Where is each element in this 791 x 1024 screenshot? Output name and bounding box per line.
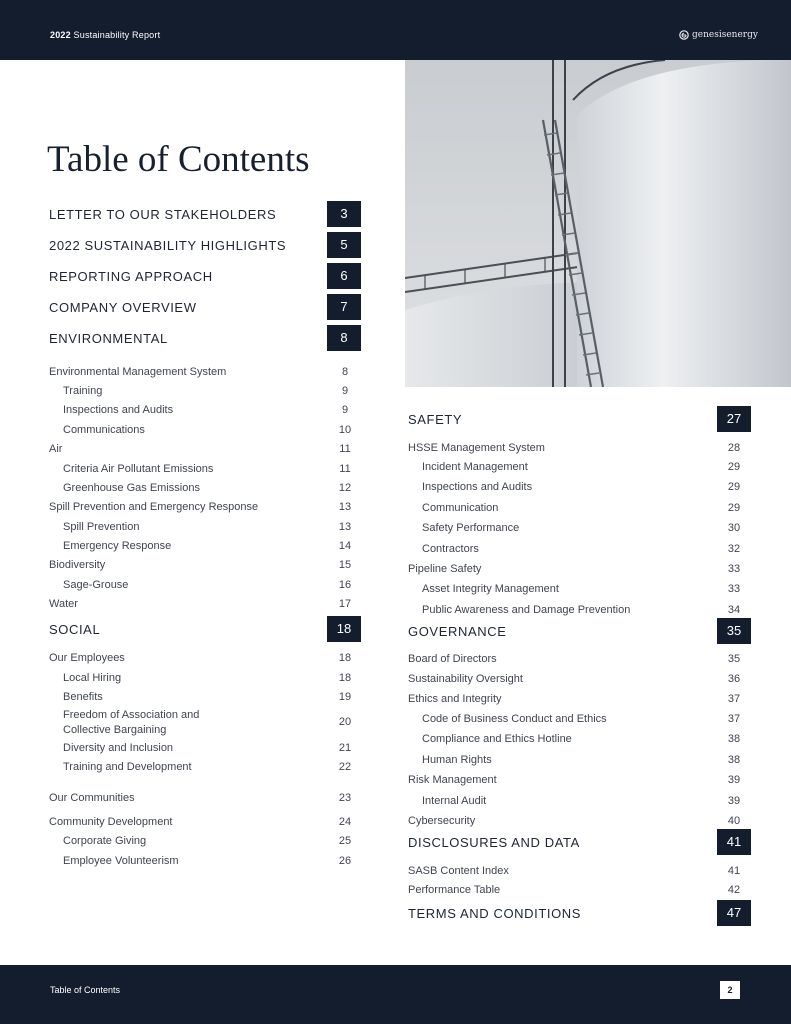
toc-entry-label[interactable] — [63, 742, 173, 754]
toc-section-safety[interactable] — [408, 406, 751, 432]
toc-entry-label[interactable] — [422, 795, 486, 807]
toc-entry-page-number: 36 — [727, 673, 741, 685]
toc-entry-page-number: 13 — [338, 501, 352, 513]
toc-entry-label[interactable] — [422, 604, 630, 616]
toc-entry-page-number: 41 — [727, 865, 741, 877]
toc-section-page-number: 6 — [327, 263, 361, 289]
toc-entry-label[interactable] — [63, 424, 145, 436]
toc-entry-page-number: 15 — [338, 559, 352, 571]
toc-entry-text: Community Development — [49, 816, 173, 828]
toc-entry-text: Incident Management — [422, 461, 528, 473]
toc-entry-label[interactable] — [408, 673, 523, 685]
toc-entry-page-number: 10 — [338, 424, 352, 436]
footer-page-number: 2 — [720, 981, 740, 999]
toc-entry-text: Safety Performance — [422, 522, 520, 534]
toc-entry-text: Communications — [63, 424, 145, 436]
toc-entry-text: Board of Directors — [408, 653, 497, 665]
toc-entry-page-number: 16 — [338, 579, 352, 591]
toc-entry-label[interactable] — [408, 563, 481, 575]
logo-mark-icon — [679, 30, 689, 40]
toc-entry-page-number: 21 — [338, 742, 352, 754]
toc-entry-page-number: 9 — [341, 404, 349, 416]
toc-section-governance[interactable] — [408, 618, 751, 644]
toc-entry-label[interactable] — [408, 774, 497, 786]
toc-entry-label[interactable] — [408, 653, 497, 665]
toc-section-page-number: 27 — [717, 406, 751, 432]
toc-entry-page-number: 23 — [338, 792, 352, 804]
toc-entry-text: Compliance and Ethics Hotline — [422, 733, 572, 745]
toc-section-page-number: 18 — [327, 616, 361, 642]
toc-entry-page-number: 35 — [727, 653, 741, 665]
toc-entry-text: Sage-Grouse — [63, 579, 129, 591]
toc-section-terms-and-conditions[interactable] — [408, 900, 751, 926]
toc-entry-text: Asset Integrity Management — [422, 583, 559, 595]
toc-entry-label[interactable] — [422, 754, 492, 766]
toc-section-page-number: 47 — [717, 900, 751, 926]
toc-entry-label[interactable] — [63, 579, 128, 591]
toc-entry-page-number: 34 — [727, 604, 741, 616]
toc-entry-label[interactable] — [422, 481, 532, 493]
toc-entry-page-number: 33 — [727, 563, 741, 575]
toc-section-company-overview[interactable] — [49, 294, 361, 320]
toc-entry-text: Inspections and Audits — [422, 481, 533, 493]
toc-entry-page-number: 8 — [341, 366, 349, 378]
toc-entry-text: Training — [63, 385, 103, 397]
toc-entry-label[interactable] — [422, 583, 559, 595]
toc-section-page-number: 8 — [327, 325, 361, 351]
toc-section-label: LETTER TO OUR STAKEHOLDERS — [49, 207, 277, 222]
toc-entry-page-number: 9 — [341, 385, 349, 397]
toc-entry-page-number: 40 — [727, 815, 741, 827]
toc-entry-text: Our Employees — [49, 652, 125, 664]
toc-entry-text: Code of Business Conduct and Ethics — [422, 713, 607, 725]
toc-entry-label[interactable] — [408, 865, 509, 877]
toc-section-page-number: 41 — [717, 829, 751, 855]
toc-entry-text: Contractors — [422, 543, 479, 555]
toc-entry-text: Training and Development — [63, 761, 192, 773]
toc-section-page-number: 3 — [327, 201, 361, 227]
page-title: Table of Contents — [47, 139, 310, 180]
toc-entry-page-number: 13 — [338, 521, 352, 533]
toc-section-label: COMPANY OVERVIEW — [49, 300, 197, 315]
toc-entry-text: Public Awareness and Damage Prevention — [422, 604, 631, 616]
toc-section-page-number: 7 — [327, 294, 361, 320]
toc-entry-page-number: 11 — [339, 443, 351, 455]
toc-entry-label[interactable] — [49, 792, 135, 804]
toc-entry-page-number: 39 — [727, 774, 741, 786]
toc-entry-text: Corporate Giving — [63, 835, 147, 847]
company-logo — [679, 30, 758, 40]
report-year: 2022 — [50, 30, 71, 40]
toc-entry-label[interactable] — [422, 713, 607, 725]
toc-entry-page-number: 14 — [338, 540, 352, 552]
toc-entry-page-number: 32 — [727, 543, 741, 555]
toc-entry-page-number: 19 — [338, 691, 352, 703]
toc-entry-label[interactable] — [63, 672, 121, 684]
toc-entry-page-number: 29 — [727, 481, 741, 493]
toc-section-disclosures-and-data[interactable] — [408, 829, 751, 855]
toc-entry-text: Biodiversity — [49, 559, 106, 571]
toc-entry-label[interactable] — [63, 482, 200, 494]
toc-entry-label[interactable] — [63, 691, 103, 703]
toc-entry-text: Ethics and Integrity — [408, 693, 502, 705]
toc-entry-text: Cybersecurity — [408, 815, 476, 827]
toc-section-page-number: 5 — [327, 232, 361, 258]
toc-entry-page-number: 26 — [338, 855, 352, 867]
toc-entry-text: Freedom of Association and — [63, 709, 200, 721]
toc-entry-page-number: 30 — [727, 522, 741, 534]
toc-entry-label[interactable] — [422, 522, 519, 534]
toc-entry-page-number: 29 — [727, 502, 741, 514]
toc-entry-label[interactable] — [422, 733, 572, 745]
toc-section-letter-to-our-stakeholders[interactable] — [49, 201, 361, 227]
toc-entry-label[interactable] — [422, 461, 528, 473]
toc-entry-label[interactable] — [49, 559, 105, 571]
toc-entry-text: Sustainability Oversight — [408, 673, 523, 685]
toc-entry-text: Employee Volunteerism — [63, 855, 179, 867]
toc-entry-page-number: 39 — [727, 795, 741, 807]
toc-entry-text: Inspections and Audits — [63, 404, 174, 416]
toc-entry-page-number: 25 — [338, 835, 352, 847]
toc-section-label: REPORTING APPROACH — [49, 269, 213, 284]
toc-entry-page-number: 12 — [338, 482, 352, 494]
toc-entry-page-number: 38 — [727, 754, 741, 766]
toc-entry-text: Diversity and Inclusion — [63, 742, 174, 754]
storage-tank-illustration — [405, 60, 791, 387]
toc-entry-text: Pipeline Safety — [408, 563, 482, 575]
report-title-text: Sustainability Report — [73, 30, 161, 40]
toc-entry-page-number: 37 — [727, 713, 741, 725]
toc-entry-text: Risk Management — [408, 774, 497, 786]
toc-section-label: ENVIRONMENTAL — [49, 331, 168, 346]
toc-entry-text: Air — [49, 443, 63, 455]
toc-section-label: GOVERNANCE — [408, 624, 507, 639]
toc-entry-text: HSSE Management System — [408, 442, 545, 454]
toc-entry-text: Our Communities — [49, 792, 135, 804]
toc-entry-label[interactable] — [408, 815, 475, 827]
logo-text: genesisenergy — [692, 30, 758, 40]
toc-entry-text: Greenhouse Gas Emissions — [63, 482, 200, 494]
toc-entry-text: Internal Audit — [422, 795, 487, 807]
toc-entry-page-number: 18 — [338, 672, 352, 684]
toc-entry-text: Human Rights — [422, 754, 492, 766]
toc-entry-text: Spill Prevention — [63, 521, 140, 533]
toc-entry-page-number: 22 — [338, 761, 352, 773]
toc-entry-label[interactable] — [63, 855, 179, 867]
toc-entry-page-number: 28 — [727, 442, 741, 454]
toc-entry-page-number: 18 — [338, 652, 352, 664]
toc-entry-label[interactable] — [408, 442, 545, 454]
toc-entry-text: Performance Table — [408, 884, 501, 896]
toc-entry-text: Spill Prevention and Emergency Response — [49, 501, 259, 513]
footer-bar — [0, 965, 791, 1024]
toc-entry-label[interactable] — [63, 463, 213, 475]
toc-entry-label[interactable] — [49, 501, 258, 513]
toc-entry-text: Criteria Air Pollutant Emissions — [63, 463, 214, 475]
toc-entry-label[interactable] — [63, 540, 171, 552]
toc-entry-page-number: 42 — [727, 884, 741, 896]
toc-entry-page-number: 29 — [727, 461, 741, 473]
toc-entry-text: Environmental Management System — [49, 366, 227, 378]
toc-entry-page-number: 33 — [727, 583, 741, 595]
toc-entry-text: Benefits — [63, 691, 103, 703]
toc-entry-label[interactable] — [49, 598, 78, 610]
toc-section-2022-sustainability-highlights[interactable] — [49, 232, 361, 258]
toc-entry-label[interactable] — [49, 443, 62, 455]
toc-entry-label[interactable] — [49, 816, 173, 828]
toc-entry-label[interactable] — [408, 884, 500, 896]
toc-entry-page-number: 37 — [727, 693, 741, 705]
toc-entry-label[interactable] — [63, 761, 192, 773]
toc-entry-label[interactable] — [422, 502, 498, 514]
toc-entry-page-number: 11 — [339, 463, 351, 475]
toc-entry-label[interactable] — [49, 652, 125, 664]
toc-entry-label[interactable] — [63, 521, 139, 533]
toc-entry-text: SASB Content Index — [408, 865, 509, 877]
toc-section-label: DISCLOSURES AND DATA — [408, 835, 580, 850]
toc-entry-page-number: 17 — [338, 598, 352, 610]
toc-entry-text: Water — [49, 598, 78, 610]
toc-section-environmental[interactable] — [49, 325, 361, 351]
toc-entry-label[interactable] — [63, 708, 199, 738]
toc-entry-label[interactable] — [63, 404, 173, 416]
header-bar — [0, 0, 791, 60]
report-title — [50, 30, 160, 40]
toc-entry-page-number: 24 — [338, 816, 352, 828]
toc-section-social[interactable] — [49, 616, 361, 642]
toc-entry-text: Communication — [422, 502, 499, 514]
storage-tank-photo — [405, 60, 791, 387]
toc-entry-text-line2: Collective Bargaining — [63, 724, 167, 736]
toc-section-label: 2022 SUSTAINABILITY HIGHLIGHTS — [49, 238, 287, 253]
toc-entry-text: Local Hiring — [63, 672, 122, 684]
toc-entry-label[interactable] — [49, 366, 226, 378]
toc-entry-text: Emergency Response — [63, 540, 172, 552]
toc-entry-page-number: 38 — [727, 733, 741, 745]
toc-section-label: SOCIAL — [49, 622, 101, 637]
toc-entry-label[interactable] — [422, 543, 479, 555]
toc-entry-label[interactable] — [408, 693, 502, 705]
toc-section-reporting-approach[interactable] — [49, 263, 361, 289]
toc-entry-label[interactable] — [63, 835, 146, 847]
toc-section-label: SAFETY — [408, 412, 463, 427]
footer-section-title: Table of Contents — [50, 985, 121, 995]
toc-section-page-number: 35 — [717, 618, 751, 644]
toc-entry-label[interactable] — [63, 385, 102, 397]
toc-entry-page-number: 20 — [338, 716, 352, 728]
toc-section-label: TERMS AND CONDITIONS — [408, 906, 582, 921]
